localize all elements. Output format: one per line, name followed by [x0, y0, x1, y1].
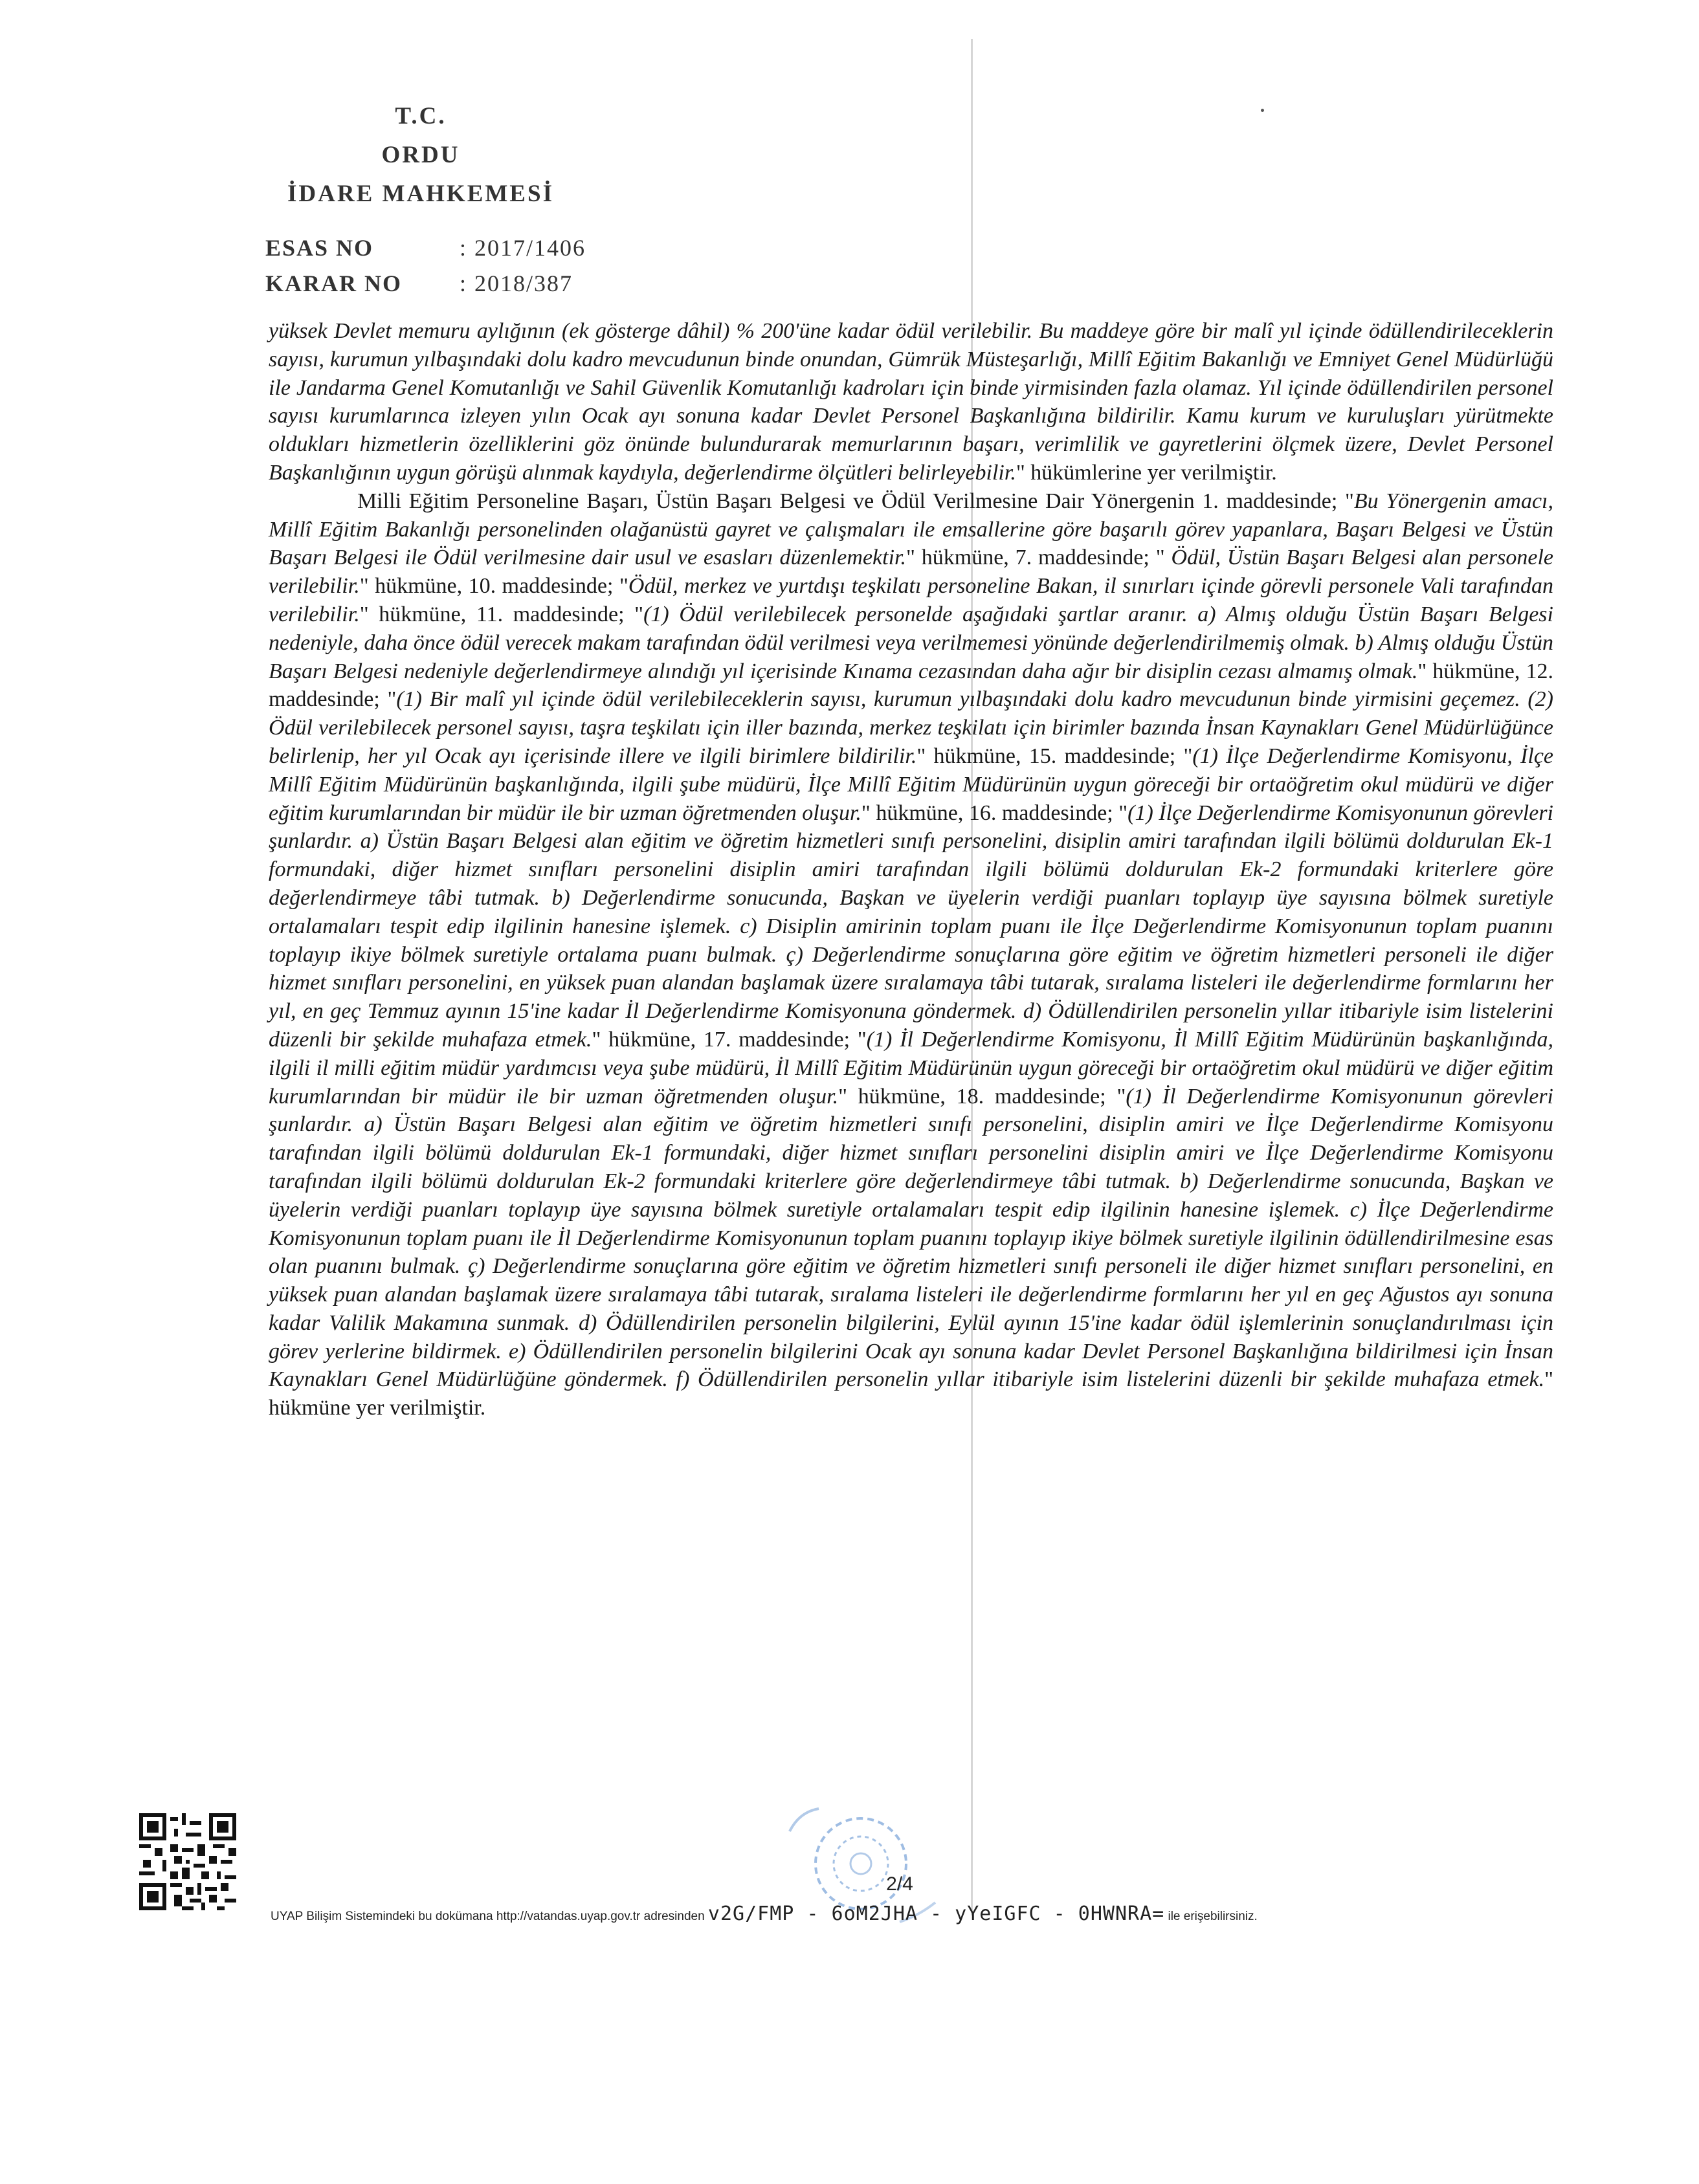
text-s10: " hükmüne yer verilmiştir.: [269, 1367, 1553, 1420]
header-court: İDARE MAHKEMESİ: [287, 181, 554, 207]
paragraph-2: [269, 487, 1553, 1422]
court-header: [259, 97, 583, 214]
esas-value: : 2017/1406: [460, 234, 586, 261]
paragraph-1: [269, 317, 1553, 487]
karar-label: KARAR NO: [265, 270, 402, 296]
page-number: 2/4: [886, 1873, 913, 1895]
case-numbers: [265, 230, 586, 301]
text-s6: " hükmüne, 15. maddesinde; ": [916, 744, 1193, 768]
official-seal-stamp: [764, 1786, 977, 1954]
esas-row: [265, 230, 586, 265]
quote-article-17: (1) İl Değerlendirme Komisyonu, İl Millî Eğitim Müdürünün başkanlığında, ilgili il milli eğitim müdür yardımcısı veya şube müdürü, İl Millî Eğitim Müdürünün uygun göreceği bir ortaöğretim okul müdürü ve diğer eğitim kurumlarından bir müdür ile bir uzman öğretmenden oluşur.: [269, 1027, 1553, 1109]
quote-continued: yüksek Devlet memuru aylığının (ek gösterge dâhil) % 200'üne kadar ödül verilebilir. Bu maddeye göre bir malî yıl içinde ödüllendirileceklerin sayısı, kurumun yılbaşındaki dolu kadro mevcudunun binde onundan, Gümrük Müsteşarlığı, Millî Eğitim Bakanlığı ve Emniyet Genel Müdürlüğü ile Jandarma Genel Komutanlığı ve Sahil Güvenlik Komutanlığı kadroları için binde yirmisinden fazla olamaz. Yıl içinde ödüllendirilen personel sayısı kurumlarınca izleyen yılın Ocak ayı sonuna kadar Devlet Personel Başkanlığına bildirilir. Kamu kurum ve kuruluşları yürütmekte oldukları hizmetlerin özelliklerini göz önünde bulundurarak memurlarının başarı, verimlilik ve gayretlerini ölçmek üzere, Devlet Personel Başkanlığının uygun görüşü alınmak kaydıyla, değerlendirme ölçütleri belirleyebilir.: [269, 319, 1553, 485]
quote-article-7: Ödül, Üstün Başarı Belgesi alan personele verilebilir.: [269, 546, 1553, 599]
karar-row: [265, 265, 586, 301]
quote-article-16: (1) İlçe Değerlendirme Komisyonunun görevleri şunlardır. a) Üstün Başarı Belgesi alan eğitim ve öğretim hizmetleri sınıfı personelini, disiplin amiri tarafından ilgili bölümü doldurulan Ek-1 formundaki, diğer hizmet sınıfları personelini disiplin amiri tarafından ilgili bölümü doldurulan Ek-2 formundaki kriterlere göre değerlendirmeye tâbi tutmak. b) Değerlendirme sonucunda, Başkan ve üyelerin verdiği puanları toplayıp üye sayısına bölmek suretiyle ortalamaları tespit edip ilgilinin hanesine işlemek. c) Disiplin amirinin toplam puanı ile İlçe Değerlendirme Komisyonunun toplam puanını toplayıp ikiye bölmek suretiyle ortalama puanı bulmak. ç) Değerlendirme sonuçlarına göre eğitim ve öğretim hizmetleri personeli ile diğer hizmet sınıfları personelini, en yüksek puan alandan başlamak üzere sıralamaya tâbi tutarak, sıralama listeleri ile değerlendirme formlarını her yıl, en geç Temmuz ayının 15'ine kadar İl Değerlendirme Komisyonuna göndermek. d) Ödüllendirilen personelin yıllar itibariyle isim listelerini düzenli bir şekilde muhafaza etmek.: [269, 800, 1553, 1052]
quote-article-10: Ödül, merkez ve yurtdışı teşkilatı personeline Bakan, il sınırları içinde görevli personele Vali tarafından verilebilir.: [269, 574, 1554, 626]
document-body: [269, 317, 1553, 1422]
uyap-footer: [271, 1903, 1552, 1925]
text-s7: " hükmüne, 16. maddesinde; ": [861, 800, 1128, 825]
seal-graphic: [764, 1786, 977, 1954]
karar-value: : 2018/387: [460, 270, 573, 296]
quote-article-18: (1) İl Değerlendirme Komisyonunun görevleri şunlardır. a) Üstün Başarı Belgesi alan eğitim ve öğretim hizmetleri sınıfı personelini, disiplin amiri ve İlçe Değerlendirme Komisyonu tarafından ilgili bölümü doldurulan Ek-1 formundaki, diğer hizmet sınıfları personelini disiplin amiri ve İlçe Değerlendirme Komisyonu tarafından ilgili bölümü doldurulan Ek-2 formundaki kriterlere göre değerlendirmeye tâbi tutmak. b) Değerlendirme sonucunda, Başkan ve üyelerin verdiği puanları toplayıp üye sayısına bölmek suretiyle ortalamaları tespit edip ilgilinin hanesine işlemek. c) İlçe Değerlendirme Komisyonunun toplam puanı ile İl Değerlendirme Komisyonunun toplam puanını toplayıp ikiye bölmek suretiyle ilgilinin ödüllendirilmesine esas olan puanını bulmak. ç) Değerlendirme sonuçlarına göre eğitim ve öğretim hizmetleri sınıfı personeli ile diğer hizmet sınıfları personelini, en yüksek puan alandan başlamak üzere sıralamaya tâbi tutarak, sıralama listeleri ile değerlendirme formlarını her yıl en geç Ağustos ayı sonuna kadar Valilik Makamına sunmak. d) Ödüllendirilen personelin bilgilerini, Eylül ayının 15'ine kadar ödül işlemlerinin sonuçlandırılması için görev yerlerine bildirmek. e) Ödüllendirilen personelin bilgilerini Ocak ayı sonuna kadar Devlet Personel Başkanlığına bildirilmesi için İnsan Kaynakları Genel Müdürlüğüne göndermek. f) Ödüllendirilen personelin yıllar itibariyle isim listelerini düzenli bir şekilde muhafaza etmek.: [269, 1084, 1554, 1392]
footer-suffix: ile erişebilirsiniz.: [1164, 1910, 1258, 1923]
text-s2: " hükmüne, 7. maddesinde; ": [906, 546, 1172, 570]
scan-speck: [1261, 109, 1264, 112]
esas-label: ESAS NO: [265, 234, 374, 261]
header-city: ORDU: [381, 142, 460, 168]
quote-article-11: (1) Ödül verilebilecek personelde aşağıdaki şartlar aranır. a) Almış olduğu Üstün Başarı Belgesi nedeniyle, daha önce ödül verecek makam tarafından ödül verilmesi veya verilmemesi yönünde değerlendirilmemiş olmak. b) Almış olduğu Üstün Başarı Belgesi nedeniyle değerlendirmeye alındığı yıl içerisinde Kınama cezasından daha ağır bir disiplin cezası almamış olmak.: [269, 602, 1553, 683]
text-s8: " hükmüne, 17. maddesinde; ": [592, 1027, 867, 1052]
text-s1: Milli Eğitim Personeline Başarı, Üstün Başarı Belgesi ve Ödül Verilmesine Dair Yönergenin 1. maddesinde; ": [357, 489, 1354, 513]
text-p1-end: " hükümlerine yer verilmiştir.: [1016, 460, 1277, 485]
qr-code-graphic: [139, 1813, 236, 1910]
text-s3: " hükmüne, 10. maddesinde; ": [359, 574, 628, 599]
text-s5: " hükmüne, 12. maddesinde; ": [269, 659, 1554, 712]
quote-article-12: (1) Bir malî yıl içinde ödül verilebileceklerin sayısı, kurumun yılbaşındaki dolu kadro mevcudunun binde yirmisini geçemez. (2) Ödül verilebilecek personel sayısı, taşra teşkilatı için iller bazında, merkez teşkilatı için birimler bazında İnsan Kaynakları Genel Müdürlüğünce belirlenip, her yıl Ocak ayı içerisinde illere ve ilgili birimlere bildirilir.: [269, 687, 1553, 768]
text-s4: " hükmüne, 11. maddesinde; ": [359, 602, 644, 626]
quote-article-15: (1) İlçe Değerlendirme Komisyonu, İlçe Millî Eğitim Müdürünün başkanlığında, ilgili şube müdürü, İlçe Millî Eğitim Müdürünün uygun göreceği bir ortaöğretim okul müdürü ve diğer eğitim kurumlarından bir müdür ile bir uzman öğretmenden oluşur.: [269, 744, 1553, 825]
text-s9: " hükmüne, 18. maddesinde; ": [838, 1084, 1126, 1109]
footer-prefix: UYAP Bilişim Sistemindeki bu dokümana http://vatandas.uyap.gov.tr adresinden: [271, 1910, 708, 1923]
header-tc: T.C.: [395, 103, 447, 129]
quote-article-1: Bu Yönergenin amacı, Millî Eğitim Bakanlığı personelinden olağanüstü gayret ve çalışmaları ile emsallerine göre başarılı görev yapanlara, Başarı Belgesi ve Üstün Başarı Belgesi ile Ödül verilmesine dair usul ve esasları düzenlemektir.: [269, 489, 1553, 570]
qr-code: [139, 1813, 236, 1910]
verification-code: v2G/FMP - 6oM2JHA - yYeIGFC - 0HWNRA=: [707, 1903, 1165, 1925]
